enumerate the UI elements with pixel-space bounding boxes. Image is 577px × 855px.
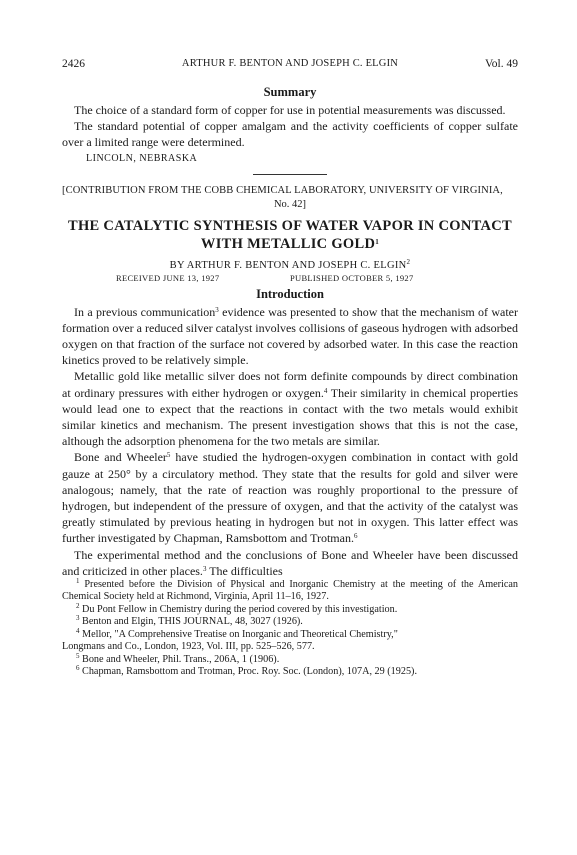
summary-paragraph: The standard potential of copper amalgam and the activity coefficients of copper sulfate over a limited range were determined.	[62, 119, 518, 150]
footnote-text: Chapman, Ramsbottom and Trotman, Proc. Roy. Soc. (London), 107A, 29 (1925).	[82, 665, 417, 677]
body-paragraph	[62, 304, 518, 369]
footnotes	[62, 579, 518, 678]
text-run: The experimental method and the conclusions of Bone and Wheeler have been discussed and criticized in other places.	[62, 547, 518, 578]
contribution-number: No. 42]	[273, 198, 307, 210]
page-number: 2426	[62, 58, 85, 70]
footnote-ref: 5	[166, 451, 171, 460]
footnote-text: Presented before the Division of Physical and Inorganic Chemistry at the meeting of the American Chemical Society held at Richmond, Virginia, April 11–16, 1927.	[62, 579, 519, 603]
body-paragraph	[62, 368, 518, 449]
location-line: LINCOLN, NEBRASKA	[86, 152, 198, 164]
text-run: evidence was presented to show that the mechanism of water formation over a reduced silver catalyst involves collisions of gaseous hydrogen with adsorbed oxygen on that fraction of the surface not covered by adsorbed water. In this case the reaction kinetics proved to be relatively simple.	[62, 304, 519, 368]
text-run: Bone and Wheeler	[74, 450, 167, 465]
footnote: $^2$ Du Pont Fellow in Chemistry during the period covered by this investigation.	[76, 601, 398, 615]
footnote-ref: 2	[406, 257, 411, 266]
published-date: PUBLISHED OCTOBER 5, 1927	[290, 272, 414, 283]
footnote-continuation: Longmans and Co., London, 1923, Vol. III, pp. 525–526, 577.	[62, 641, 315, 653]
footnote-text: Mellor, "A Comprehensive Treatise on Inorganic and Theoretical Chemistry,"	[82, 628, 398, 640]
author-names: BY ARTHUR F. BENTON AND JOSEPH C. ELGIN	[169, 259, 407, 271]
text-run: Their similarity in chemical properties would lead one to expect that the reactions in contact with the two metals would exhibit similar kinetics and mechanism. The present investigation shows that this is not the case, although the adsorption phenomena for the two metals are similar.	[62, 385, 519, 449]
summary-paragraph: The choice of a standard form of copper for use in potential measurements was discussed.	[74, 103, 506, 117]
article-title-line	[62, 235, 518, 253]
footnote-ref: 6	[353, 532, 358, 541]
footnote-text: Bone and Wheeler, Phil. Trans., 206A, 1 (1906).	[82, 653, 280, 665]
footnote: $^4$ Mellor, "A Comprehensive Treatise on Inorganic and Theoretical Chemistry,"	[76, 626, 398, 640]
footnote-ref: 3	[215, 305, 219, 314]
footnote: $^3$ Benton and Elgin, THIS JOURNAL, 48, 3027 (1926).	[76, 614, 303, 628]
received-date: RECEIVED JUNE 13, 1927	[116, 272, 220, 283]
text-run: The difficulties	[206, 563, 283, 578]
section-divider	[253, 174, 327, 175]
introduction-heading: Introduction	[256, 286, 324, 301]
footnote-text: Benton and Elgin, THIS JOURNAL, 48, 3027 (1926).	[82, 616, 303, 628]
volume-label: Vol. 49	[484, 58, 518, 70]
article-title	[62, 217, 518, 253]
footnote: $^5$ Bone and Wheeler, Phil. Trans., 206A, 1 (1906).	[76, 651, 280, 665]
footnote-ref: 3	[202, 564, 207, 573]
summary-heading: Summary	[263, 85, 317, 99]
running-head: ARTHUR F. BENTON AND JOSEPH C. ELGIN	[181, 58, 399, 69]
footnote-ref: 4	[323, 386, 328, 395]
footnote: $^6$ Chapman, Ramsbottom and Trotman, Proc. Roy. Soc. (London), 107A, 29 (1925).	[76, 663, 417, 677]
footnote: $^1$ Presented before the Division of Physical and Inorganic Chemistry at the meeting of the American Chemical Society held at Richmond, Virginia, April 11–16, 1927.	[62, 577, 519, 603]
body-paragraph	[62, 449, 518, 546]
article-title-line: THE CATALYTIC SYNTHESIS OF WATER VAPOR IN CONTACT	[67, 217, 513, 234]
journal-page	[62, 58, 518, 678]
contribution-line: [CONTRIBUTION FROM THE COBB CHEMICAL LABORATORY, UNIVERSITY OF VIRGINIA,	[62, 184, 503, 196]
text-run: Metallic gold like metallic silver does not form definite compounds by direct combination at ordinary pressures with either hydrogen or oxygen.	[62, 369, 518, 400]
author-byline	[62, 258, 518, 273]
running-header	[62, 58, 518, 76]
article-title-text: WITH METALLIC GOLD	[200, 235, 376, 252]
body-paragraph	[62, 547, 518, 579]
footnote-ref: 1	[375, 237, 380, 246]
text-run: In a previous communication	[74, 304, 216, 319]
text-run: have studied the hydrogen-oxygen combination in contact with gold gauze at 250° by a circulatory method. They state that the results for gold and silver were analogous; namely, that the rate of reaction was roughly proportional to the pressure of hydrogen, but independent of the pressure of oxygen, and that the activity of the catalyst was greatly stimulated by previous heating in hydrogen but not in oxygen. This latter effect was further investigated by Chapman, Ramsbottom and Trotman.	[62, 450, 518, 546]
footnote-text: Du Pont Fellow in Chemistry during the period covered by this investigation.	[82, 603, 398, 615]
date-line	[62, 273, 518, 287]
